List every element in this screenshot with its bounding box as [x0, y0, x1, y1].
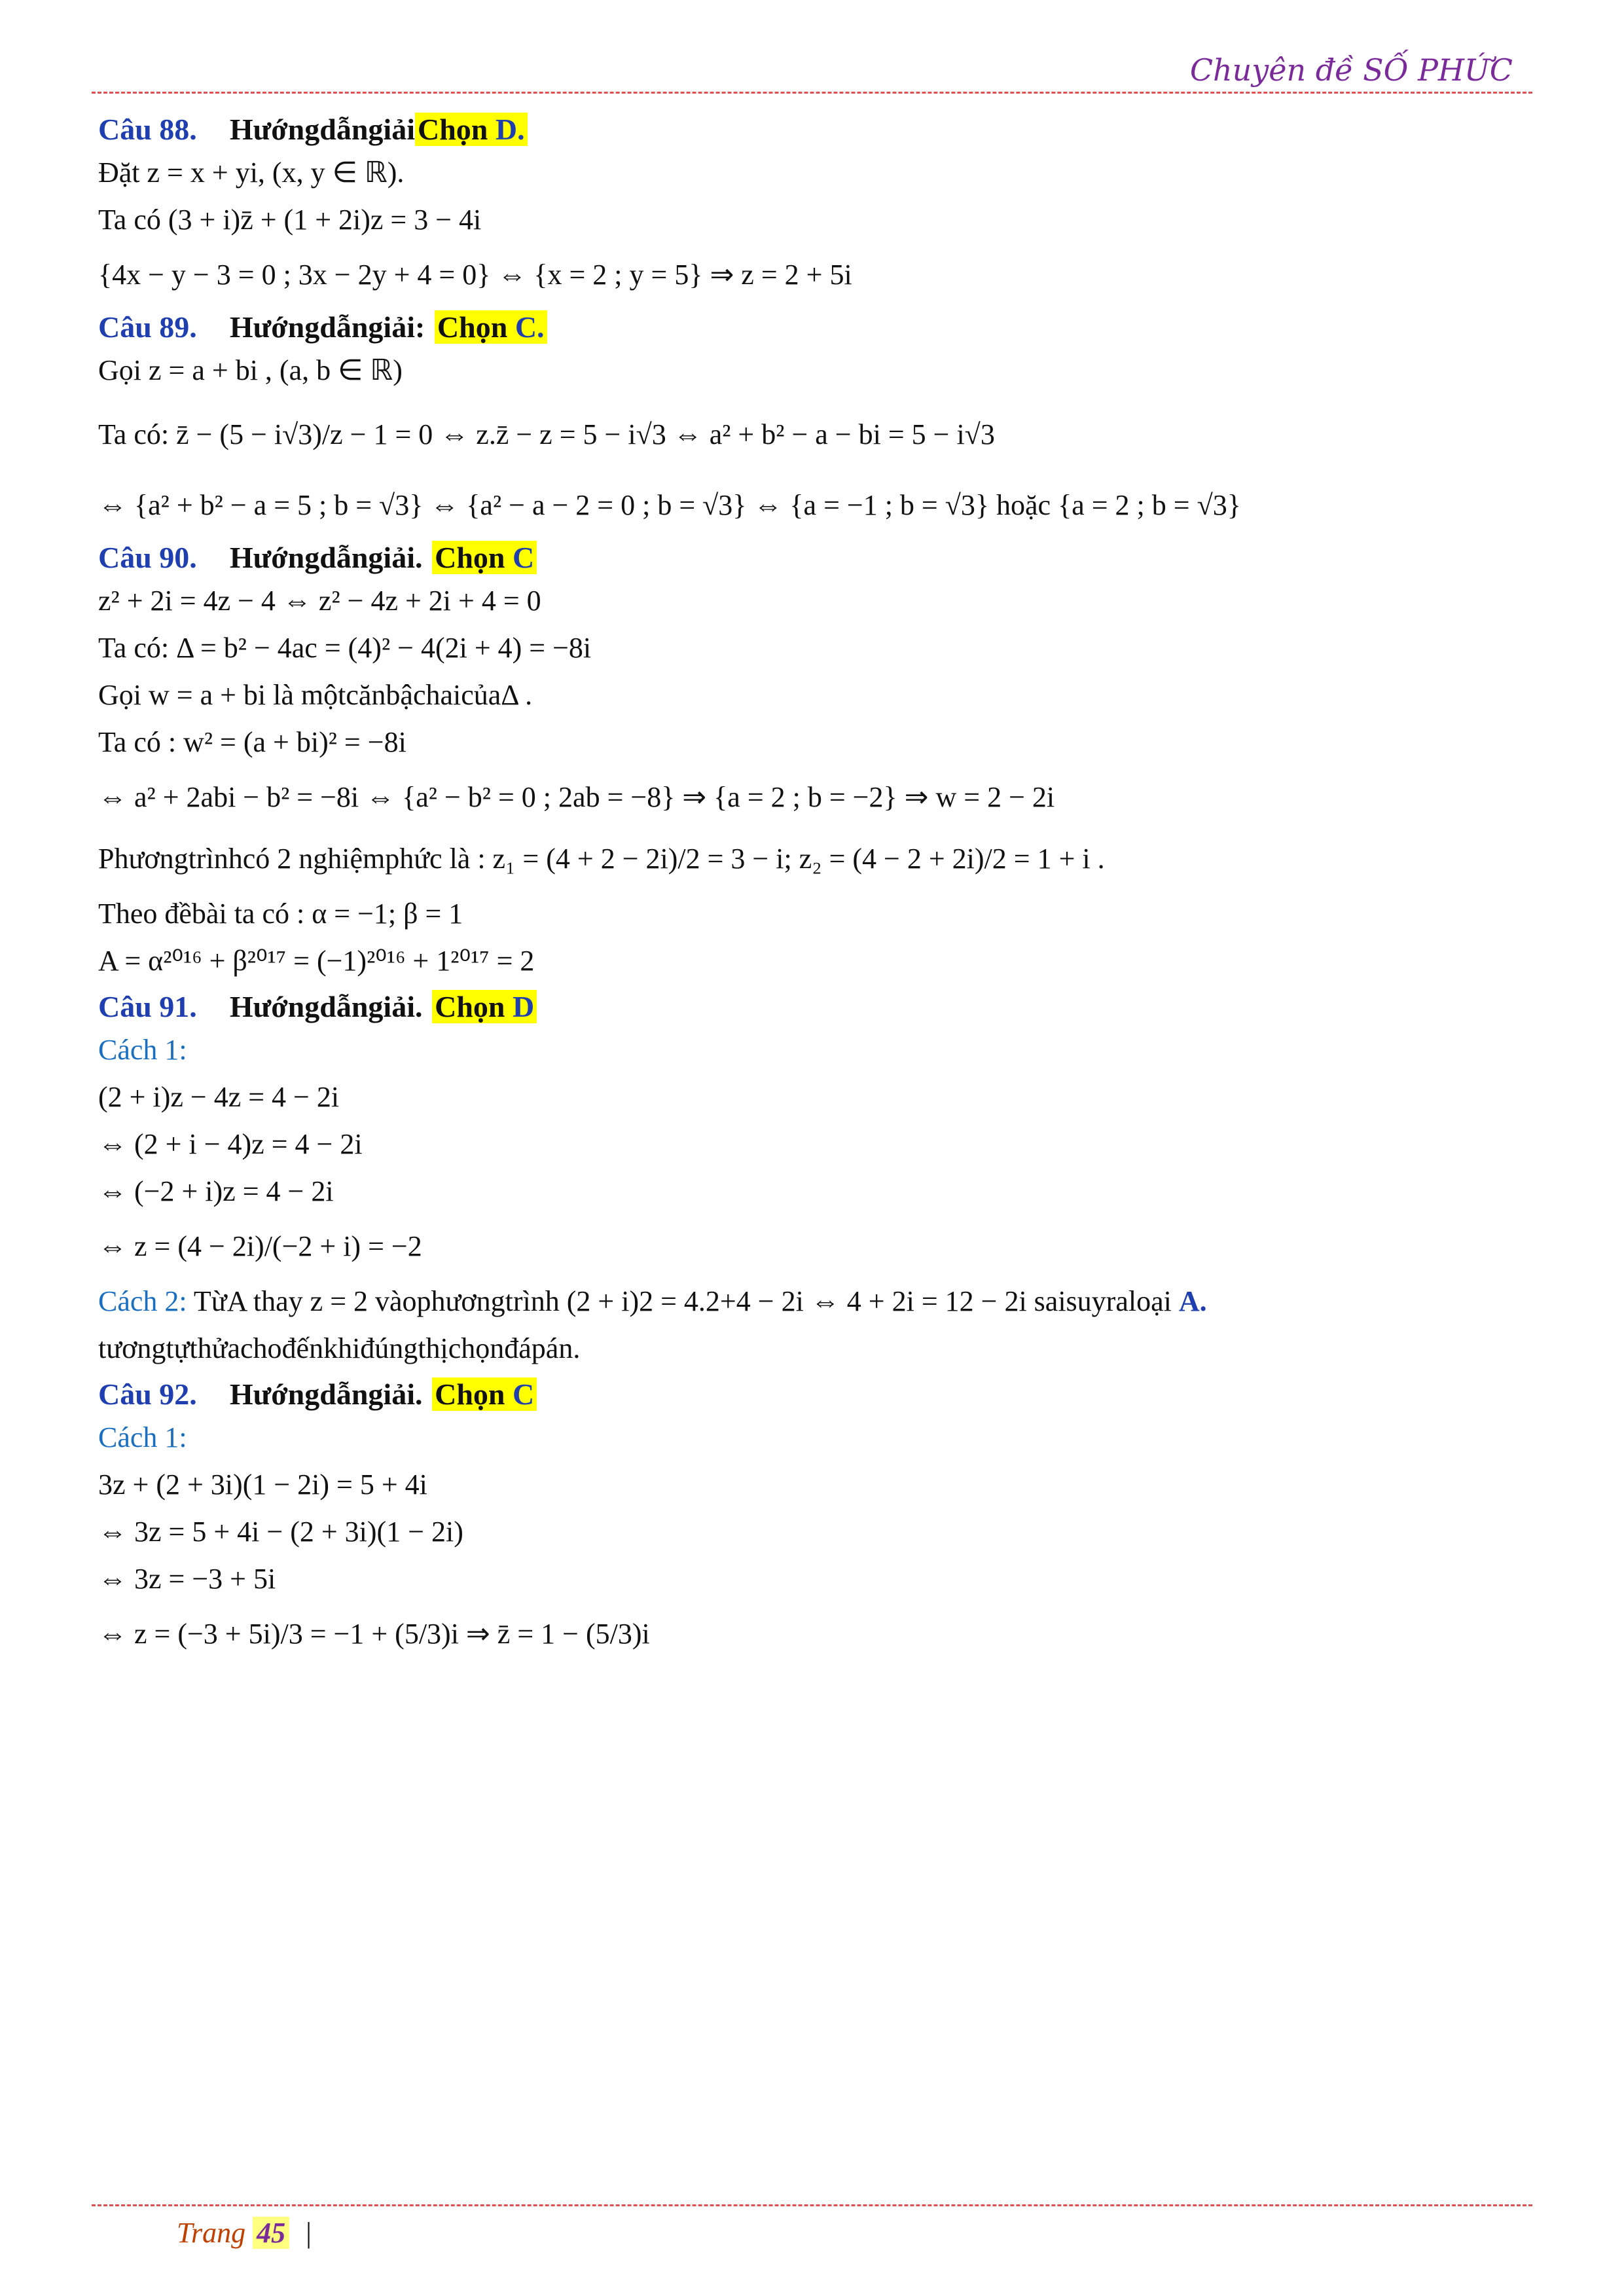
method-label: Cách 2: [98, 1285, 187, 1317]
guide-label: Hướngdẫngiải [229, 113, 415, 146]
page-footer [177, 2216, 312, 2250]
document-body [98, 105, 1532, 1668]
question-heading [98, 1376, 1532, 1412]
question-label: Câu 89. [98, 310, 197, 344]
math-line: 3z + (2 + 3i)(1 − 2i) = 5 + 4i [98, 1468, 427, 1501]
question-heading [98, 309, 1532, 344]
question-label: Câu 92. [98, 1377, 197, 1411]
math-line: ⇔ {a² + b² − a = 5 ; b = √3} ⇔ {a² − a − 2 = 0 ; b = √3} ⇔ {a = −1 ; b = √3} hoặc {a = 2 ; b = √3} [98, 489, 1241, 521]
question-label: Câu 91. [98, 990, 197, 1023]
answer-choice: Chọn D. [415, 113, 528, 146]
answer-choice: Chọn C. [435, 310, 547, 344]
math-line: (2 + i)z − 4z = 4 − 2i [98, 1081, 340, 1113]
math-line: ⇔ a² + 2abi − b² = −8i ⇔ {a² − b² = 0 ; 2ab = −8} ⇒ {a = 2 ; b = −2} ⇒ w = 2 − 2i [98, 781, 1055, 813]
math-line: Ta có (3 + i)z̄ + (1 + 2i)z = 3 − 4i [98, 204, 482, 236]
math-line: Ta có : w² = (a + bi)² = −8i [98, 726, 406, 758]
math-line: Đặt z = x + yi, (x, y ∈ ℝ). [98, 156, 405, 189]
method-2-answer: A. [1178, 1285, 1207, 1317]
math-line: Gọi w = a + bi là mộtcănbậchaicủaΔ . [98, 679, 533, 711]
guide-label: Hướngdẫngiải. [229, 1377, 423, 1411]
math-line: Gọi z = a + bi , (a, b ∈ ℝ) [98, 354, 403, 386]
question-heading [98, 989, 1532, 1024]
page-header [98, 46, 1526, 98]
guide-label: Hướngdẫngiải. [229, 990, 423, 1023]
question-heading [98, 111, 1532, 147]
answer-choice: Chọn C [432, 1377, 537, 1411]
guide-label: Hướngdẫngiải: [229, 310, 425, 344]
math-line: ⇔ z = (4 − 2i)/(−2 + i) = −2 [98, 1230, 422, 1262]
math-line: Ta có: Δ = b² − 4ac = (4)² − 4(2i + 4) = −8i [98, 632, 592, 664]
header-title [1190, 52, 1513, 88]
footer-word: Trang [177, 2217, 246, 2249]
method-2-line [98, 1281, 1532, 1322]
question-label: Câu 88. [98, 113, 197, 146]
header-divider [92, 92, 1532, 94]
math-line: ⇔ (−2 + i)z = 4 − 2i [98, 1175, 334, 1207]
math-line: Phươngtrìnhcó 2 nghiệmphức là : z₁ = (4 + 2 − 2i)/2 = 3 − i; z₂ = (4 − 2 + 2i)/2 = 1 + i . [98, 843, 1105, 875]
method-2-text: TừA thay z = 2 vàophươngtrình (2 + i)2 = 4.2+4 − 2i ⇔ 4 + 2i = 12 − 2i saisuyraloại [193, 1285, 1172, 1317]
method-label: Cách 1: [98, 1034, 187, 1066]
guide-label: Hướngdẫngiải. [229, 541, 423, 574]
answer-choice: Chọn C [432, 541, 537, 574]
footer-separator: | [306, 2217, 312, 2249]
question-heading [98, 539, 1532, 575]
method-label: Cách 1: [98, 1421, 187, 1453]
math-line: A = α²⁰¹⁶ + β²⁰¹⁷ = (−1)²⁰¹⁶ + 1²⁰¹⁷ = 2 [98, 945, 535, 977]
question-label: Câu 90. [98, 541, 197, 574]
math-line: ⇔ 3z = −3 + 5i [98, 1563, 276, 1595]
header-prefix: Chuyên đề [1189, 52, 1354, 88]
answer-choice: Chọn D [432, 990, 537, 1023]
page-number: 45 [253, 2217, 289, 2249]
math-line: ⇔ (2 + i − 4)z = 4 − 2i [98, 1128, 363, 1160]
header-subject: SỐ PHỨC [1363, 52, 1513, 88]
math-line: Ta có: z̄ − (5 − i√3)/z − 1 = 0 ⇔ z.z̄ − z = 5 − i√3 ⇔ a² + b² − a − bi = 5 − i√3 [98, 418, 995, 450]
method-2-continuation: tươngtựthửachođếnkhiđúngthịchọnđápán. [98, 1332, 581, 1364]
math-line: {4x − y − 3 = 0 ; 3x − 2y + 4 = 0} ⇔ {x = 2 ; y = 5} ⇒ z = 2 + 5i [98, 259, 852, 291]
math-line: Theo đềbài ta có : α = −1; β = 1 [98, 898, 463, 930]
math-line: z² + 2i = 4z − 4 ⇔ z² − 4z + 2i + 4 = 0 [98, 585, 541, 617]
math-line: ⇔ z = (−3 + 5i)/3 = −1 + (5/3)i ⇒ z̄ = 1 − (5/3)i [98, 1618, 650, 1650]
footer-divider [92, 2204, 1532, 2206]
math-line: ⇔ 3z = 5 + 4i − (2 + 3i)(1 − 2i) [98, 1516, 463, 1548]
